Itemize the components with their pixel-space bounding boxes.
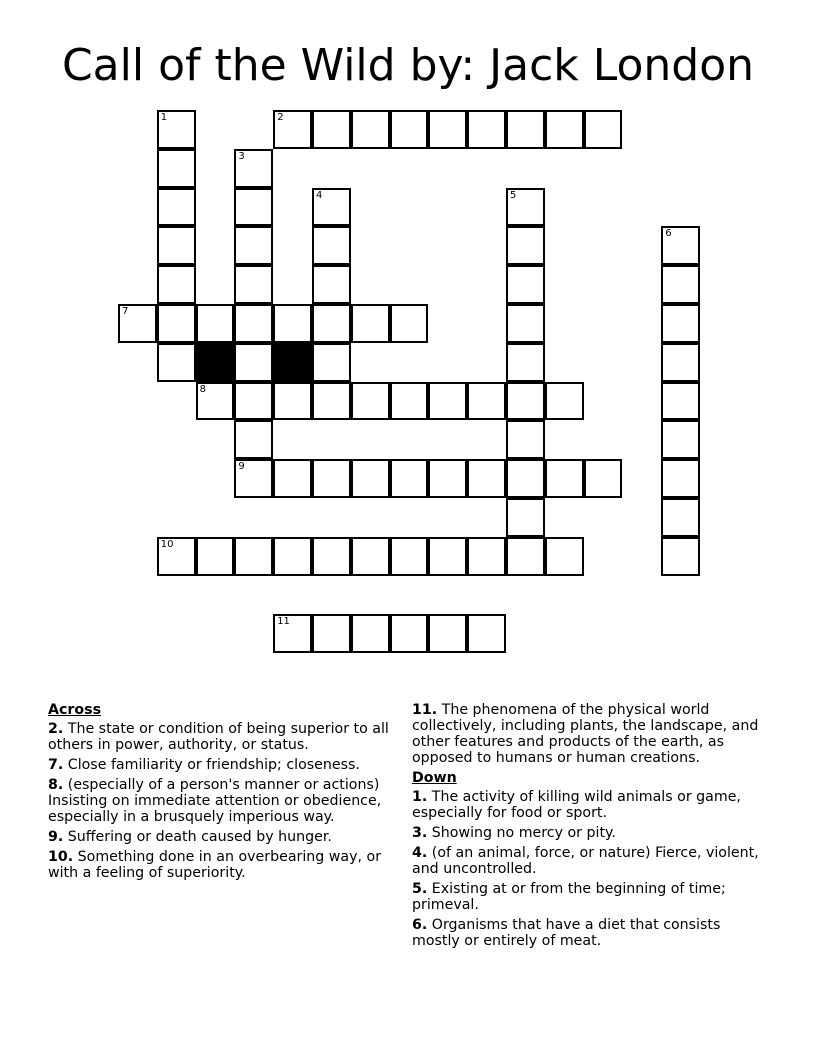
grid-cell[interactable] bbox=[506, 265, 545, 304]
grid-cell[interactable] bbox=[157, 149, 196, 188]
clue-number: 8. bbox=[48, 777, 64, 793]
clue-text: The state or condition of being superior to all others in power, authority, or status. bbox=[48, 721, 389, 753]
grid-cell[interactable] bbox=[234, 304, 273, 343]
grid-cell[interactable] bbox=[661, 382, 700, 421]
grid-cell[interactable] bbox=[312, 265, 351, 304]
grid-cell[interactable] bbox=[351, 110, 390, 149]
grid-cell[interactable] bbox=[506, 537, 545, 576]
grid-cell[interactable] bbox=[506, 382, 545, 421]
grid-cell[interactable] bbox=[390, 304, 429, 343]
clue-down-6 bbox=[412, 917, 768, 949]
grid-cell[interactable] bbox=[545, 537, 584, 576]
grid-cell[interactable] bbox=[506, 498, 545, 537]
grid-cell[interactable] bbox=[467, 614, 506, 653]
clue-down-4 bbox=[412, 845, 768, 877]
grid-cell[interactable] bbox=[661, 343, 700, 382]
grid-cell[interactable] bbox=[312, 382, 351, 421]
clue-down-5 bbox=[412, 881, 768, 913]
grid-cell[interactable] bbox=[312, 343, 351, 382]
grid-block bbox=[273, 343, 312, 382]
clues-left-column bbox=[48, 702, 404, 885]
down-heading: Down bbox=[412, 770, 457, 786]
grid-cell[interactable] bbox=[351, 614, 390, 653]
grid-cell[interactable] bbox=[661, 265, 700, 304]
cell-number: 4 bbox=[316, 189, 323, 201]
grid-cell[interactable] bbox=[661, 498, 700, 537]
clue-across-9 bbox=[48, 829, 404, 845]
grid-cell[interactable] bbox=[157, 304, 196, 343]
clue-down-1 bbox=[412, 789, 768, 821]
grid-cell[interactable] bbox=[273, 382, 312, 421]
grid-cell[interactable] bbox=[234, 459, 273, 498]
grid-cell[interactable] bbox=[506, 188, 545, 227]
grid-cell[interactable] bbox=[234, 343, 273, 382]
clue-text: Existing at or from the beginning of time; primeval. bbox=[412, 881, 726, 913]
grid-cell[interactable] bbox=[157, 226, 196, 265]
clue-text: The phenomena of the physical world collectively, including plants, the landscape, and other features and products of the earth, as opposed to humans or human creations. bbox=[412, 702, 759, 766]
grid-cell[interactable] bbox=[506, 420, 545, 459]
grid-cell[interactable] bbox=[428, 459, 467, 498]
grid-cell[interactable] bbox=[428, 614, 467, 653]
grid-cell[interactable] bbox=[661, 304, 700, 343]
grid-cell[interactable] bbox=[545, 110, 584, 149]
grid-cell[interactable] bbox=[506, 343, 545, 382]
grid-cell[interactable] bbox=[506, 110, 545, 149]
across-heading: Across bbox=[48, 702, 102, 718]
grid-cell[interactable] bbox=[351, 459, 390, 498]
grid-cell[interactable] bbox=[196, 382, 235, 421]
grid-cell[interactable] bbox=[273, 304, 312, 343]
clue-number: 9. bbox=[48, 829, 64, 845]
grid-cell[interactable] bbox=[506, 459, 545, 498]
grid-cell[interactable] bbox=[234, 149, 273, 188]
grid-cell[interactable] bbox=[234, 188, 273, 227]
clue-text: Showing no mercy or pity. bbox=[431, 825, 616, 841]
clue-across-7 bbox=[48, 757, 404, 773]
grid-cell[interactable] bbox=[273, 614, 312, 653]
grid-cell[interactable] bbox=[584, 110, 623, 149]
cell-number: 5 bbox=[510, 189, 517, 201]
grid-cell[interactable] bbox=[234, 420, 273, 459]
grid-cell[interactable] bbox=[351, 537, 390, 576]
clue-across-8 bbox=[48, 777, 404, 825]
grid-cell[interactable] bbox=[312, 188, 351, 227]
cell-number: 2 bbox=[277, 112, 284, 123]
grid-cell[interactable] bbox=[312, 110, 351, 149]
clue-number: 2. bbox=[48, 721, 64, 737]
clue-number: 7. bbox=[48, 757, 64, 773]
grid-cell[interactable] bbox=[351, 382, 390, 421]
clue-text: (especially of a person's manner or actions) Insisting on immediate attention or obedience, especially in a brusquely imperious way. bbox=[48, 777, 382, 825]
clue-number: 1. bbox=[412, 789, 428, 805]
clues-right-column bbox=[412, 702, 768, 953]
grid-cell[interactable] bbox=[157, 343, 196, 382]
cell-number: 10 bbox=[160, 538, 174, 550]
grid-cell[interactable] bbox=[312, 614, 351, 653]
grid-cell[interactable] bbox=[467, 110, 506, 149]
clue-text: (of an animal, force, or nature) Fierce, violent, and uncontrolled. bbox=[412, 845, 759, 877]
clue-across-11 bbox=[412, 702, 768, 766]
grid-cell[interactable] bbox=[390, 614, 429, 653]
grid-cell[interactable] bbox=[390, 537, 429, 576]
grid-cell[interactable] bbox=[390, 110, 429, 149]
grid-cell[interactable] bbox=[428, 382, 467, 421]
grid-cell[interactable] bbox=[351, 304, 390, 343]
grid-cell[interactable] bbox=[273, 110, 312, 149]
cell-number: 11 bbox=[277, 616, 290, 628]
grid-cell[interactable] bbox=[467, 382, 506, 421]
grid-cell[interactable] bbox=[196, 537, 235, 576]
clue-text: Something done in an overbearing way, or with a feeling of superiority. bbox=[48, 849, 382, 881]
grid-cell[interactable] bbox=[234, 226, 273, 265]
cell-number: 9 bbox=[238, 461, 245, 473]
clue-number: 11. bbox=[412, 702, 438, 718]
grid-cell[interactable] bbox=[273, 537, 312, 576]
cell-number: 3 bbox=[238, 150, 245, 162]
grid-cell[interactable] bbox=[390, 459, 429, 498]
grid-cell[interactable] bbox=[157, 188, 196, 227]
grid-cell[interactable] bbox=[118, 304, 157, 343]
grid-cell[interactable] bbox=[234, 537, 273, 576]
grid-cell[interactable] bbox=[273, 459, 312, 498]
grid-cell[interactable] bbox=[467, 537, 506, 576]
grid-cell[interactable] bbox=[428, 110, 467, 149]
cell-number: 6 bbox=[665, 228, 672, 240]
grid-cell[interactable] bbox=[428, 537, 467, 576]
clue-number: 6. bbox=[412, 917, 428, 933]
grid-cell[interactable] bbox=[157, 265, 196, 304]
grid-cell[interactable] bbox=[312, 459, 351, 498]
clue-number: 3. bbox=[412, 825, 428, 841]
clue-number: 4. bbox=[412, 845, 428, 861]
grid-cell[interactable] bbox=[506, 304, 545, 343]
grid-cell[interactable] bbox=[312, 226, 351, 265]
grid-cell[interactable] bbox=[545, 382, 584, 421]
cell-number: 1 bbox=[160, 112, 168, 123]
grid-cell[interactable] bbox=[157, 110, 196, 149]
clue-across-2 bbox=[48, 721, 404, 753]
grid-cell[interactable] bbox=[467, 459, 506, 498]
grid-cell[interactable] bbox=[196, 304, 235, 343]
grid-cell[interactable] bbox=[506, 226, 545, 265]
clue-across-10 bbox=[48, 849, 404, 881]
grid-cell[interactable] bbox=[545, 459, 584, 498]
clue-down-3 bbox=[412, 825, 768, 841]
grid-cell[interactable] bbox=[312, 304, 351, 343]
grid-cell[interactable] bbox=[661, 459, 700, 498]
clue-text: The activity of killing wild animals or game, especially for food or sport. bbox=[412, 789, 741, 821]
grid-cell[interactable] bbox=[157, 537, 196, 576]
grid-block bbox=[196, 343, 235, 382]
grid-cell[interactable] bbox=[661, 420, 700, 459]
cell-number: 8 bbox=[199, 383, 206, 395]
clue-number: 10. bbox=[48, 849, 74, 865]
clue-text: Organisms that have a diet that consists mostly or entirely of meat. bbox=[412, 917, 721, 949]
grid-cell[interactable] bbox=[661, 537, 700, 576]
clue-number: 5. bbox=[412, 881, 428, 897]
grid-cell[interactable] bbox=[234, 265, 273, 304]
grid-cell[interactable] bbox=[661, 226, 700, 265]
grid-cell[interactable] bbox=[584, 459, 623, 498]
grid-cell[interactable] bbox=[390, 382, 429, 421]
page-title: Call of the Wild by: Jack London bbox=[61, 40, 755, 91]
clue-text: Suffering or death caused by hunger. bbox=[67, 829, 332, 845]
grid-cell[interactable] bbox=[312, 537, 351, 576]
cell-number: 7 bbox=[122, 306, 129, 317]
grid-cell[interactable] bbox=[234, 382, 273, 421]
clue-text: Close familiarity or friendship; closeness. bbox=[67, 757, 360, 773]
